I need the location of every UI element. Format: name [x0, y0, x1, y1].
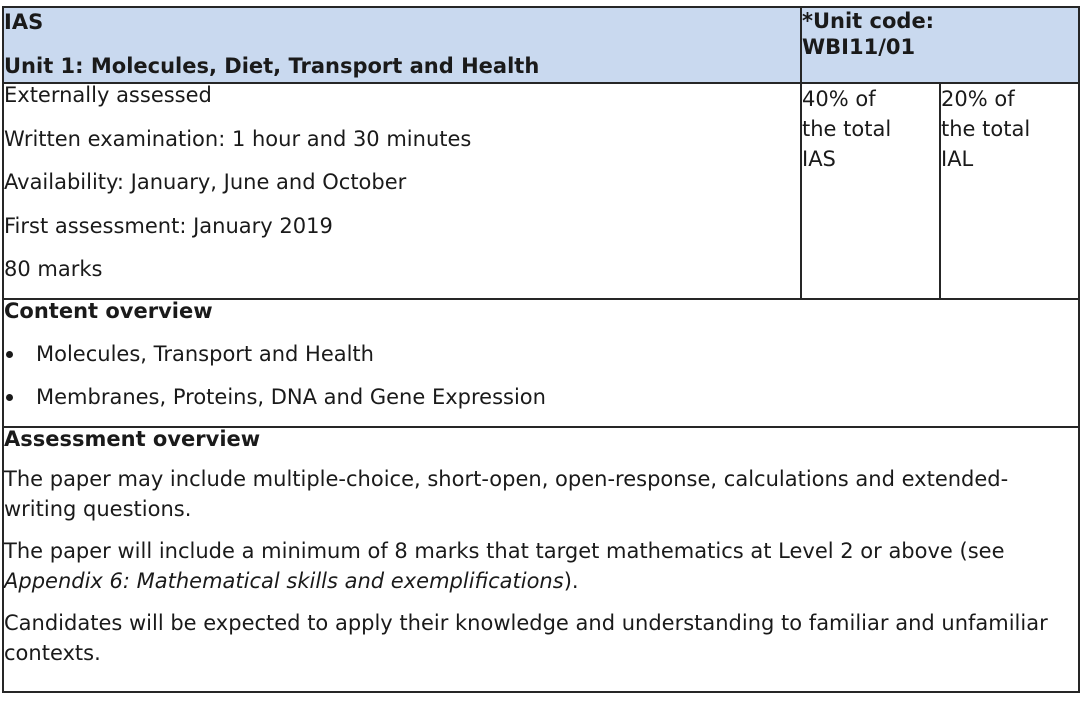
info-line: 80 marks: [4, 257, 103, 281]
unit-title: Unit 1: Molecules, Diet, Transport and Health: [4, 54, 540, 78]
info-line: Written examination: 1 hour and 30 minutes: [4, 126, 472, 151]
weight-ias-text: the total: [802, 117, 892, 141]
weight-ias-cell: [801, 83, 940, 299]
content-overview-cell: [3, 299, 1079, 427]
assessment-paragraph: Candidates will be expected to apply their knowledge and understanding to familiar and unfamiliar contexts.: [4, 611, 1048, 665]
unit-code: WBI11/01: [802, 35, 916, 59]
assessment-overview-cell: [3, 427, 1079, 692]
paragraph-text: ).: [563, 569, 579, 593]
list-item-text: Molecules, Transport and Health: [36, 342, 374, 366]
weight-ias-text: IAS: [802, 147, 836, 171]
bullet-icon: [6, 351, 13, 358]
appendix-reference: Appendix 6: Mathematical skills and exemplifications: [4, 569, 564, 593]
qualification-level: IAS: [4, 10, 44, 34]
weight-ial-text: IAL: [941, 147, 974, 171]
unit-code-label: *Unit code:: [802, 9, 935, 33]
weight-ias-text: 40% of: [802, 87, 876, 111]
bullet-icon: [6, 394, 13, 401]
content-overview-list: [4, 343, 1078, 408]
list-item-text: Membranes, Proteins, DNA and Gene Expression: [36, 385, 546, 409]
assessment-paragraph: The paper may include multiple-choice, short-open, open-response, calculations and extended-writing questions.: [4, 467, 1009, 521]
assessment-paragraph: [4, 536, 1078, 596]
assessment-info-cell: [3, 83, 801, 299]
unit-title-cell: [3, 7, 801, 83]
info-line: Availability: January, June and October: [4, 170, 407, 194]
content-overview-title: Content overview: [4, 299, 213, 323]
list-item: [4, 343, 1078, 365]
list-item: [4, 386, 1078, 408]
weight-ial-text: the total: [941, 117, 1031, 141]
weight-ial-text: 20% of: [941, 87, 1015, 111]
info-line: First assessment: January 2019: [4, 213, 333, 238]
unit-specification-table: [2, 6, 1080, 693]
unit-code-cell: [801, 7, 1079, 83]
assessment-overview-title: Assessment overview: [4, 427, 261, 451]
paragraph-text: The paper will include a minimum of 8 marks that target mathematics at Level 2 or above (see: [4, 539, 1005, 563]
weight-ial-cell: [940, 83, 1079, 299]
info-line: Externally assessed: [4, 83, 212, 107]
